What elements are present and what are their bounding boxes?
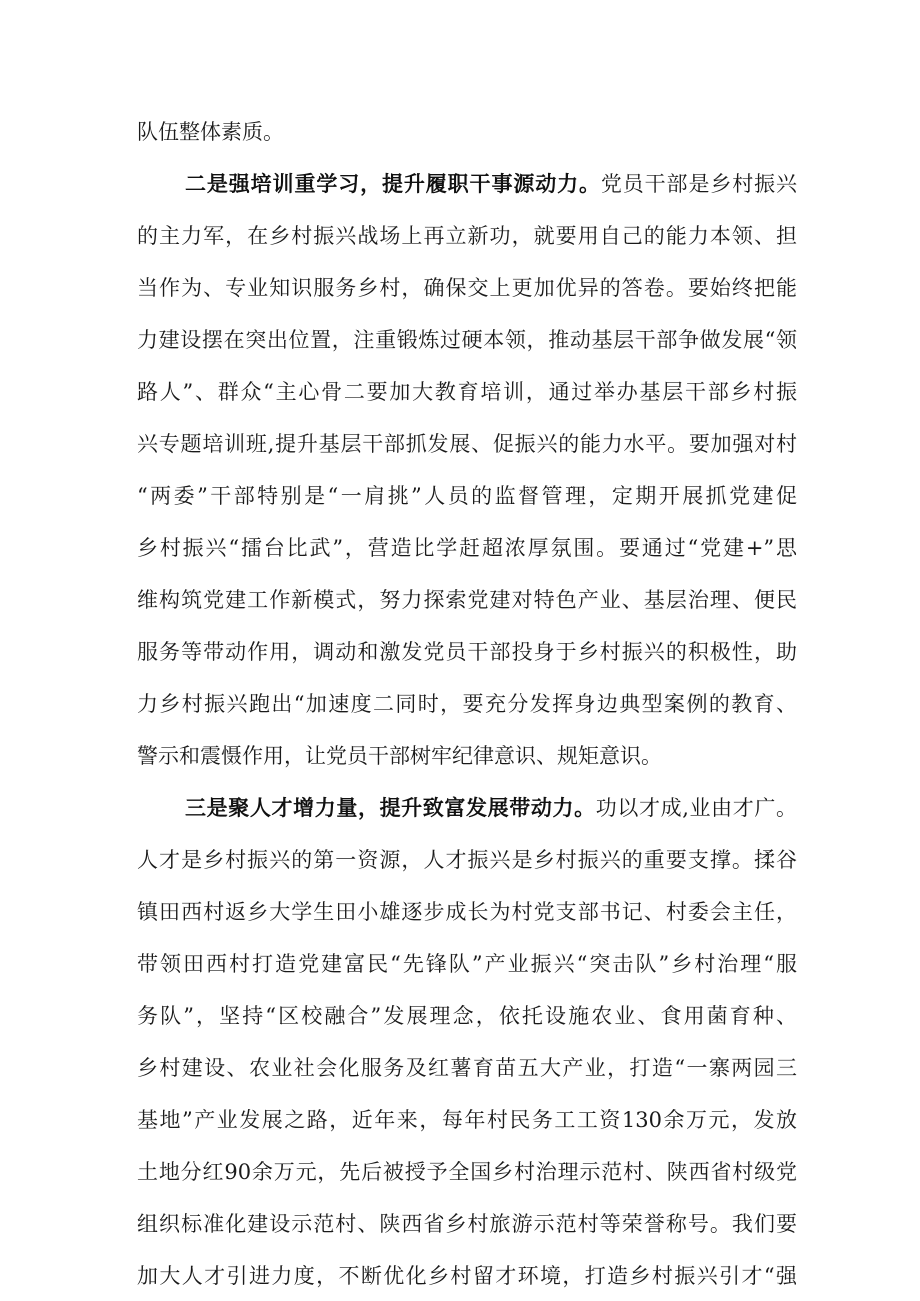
text-line (137, 580, 797, 620)
text-line (137, 684, 797, 724)
text-line (137, 892, 797, 932)
text-line (137, 736, 797, 776)
line-text: 警示和震慑作用，让党员干部树牢纪律意识、规矩意识。 (137, 744, 662, 768)
text-line (137, 1256, 797, 1296)
line-text: 乡村振兴“擂台比武”，营造比学赶超浓厚氛围。要通过“党建+”思 (137, 536, 797, 560)
text-line (137, 1204, 797, 1244)
text-line (137, 840, 797, 880)
line-text: 镇田西村返乡大学生田小雄逐步成长为村党支部书记、村委会主任， (137, 900, 797, 924)
text-line (137, 1152, 797, 1192)
text-line (137, 1048, 797, 1088)
line-text: 的主力军，在乡村振兴战场上再立新功，就要用自己的能力本领、担 (137, 224, 797, 248)
text-line (137, 112, 797, 152)
line-text: 维构筑党建工作新模式，努力探索党建对特色产业、基层治理、便民 (137, 588, 797, 612)
text-line (137, 1100, 797, 1140)
line-text: 乡村建设、农业社会化服务及红薯育苗五大产业，打造“一寨两园三 (137, 1056, 797, 1080)
line-text: 力乡村振兴跑出“加速度二同时，要充分发挥身边典型案例的教育、 (137, 692, 797, 716)
text-line (137, 476, 797, 516)
line-text: 党员干部是乡村振兴 (600, 172, 798, 196)
line-text: 务队”，坚持“区校融合”发展理念，依托设施农业、食用菌育种、 (137, 1004, 797, 1028)
line-text: 基地”产业发展之路，近年来，每年村民务工工资130余万元，发放 (137, 1108, 797, 1132)
line-text: 力建设摆在突出位置，注重锻炼过硬本领，推动基层干部争做发展“领 (137, 328, 797, 352)
text-line (137, 528, 797, 568)
line-text: 加大人才引进力度，不断优化乡村留才环境，打造乡村振兴引才“强 (137, 1264, 797, 1288)
line-text: 路人”、群众“主心骨二要加大教育培训，通过举办基层干部乡村振 (137, 380, 797, 404)
text-line (137, 996, 797, 1036)
line-text: 组织标准化建设示范村、陕西省乡村旅游示范村等荣誉称号。我们要 (137, 1212, 797, 1236)
text-line (137, 944, 797, 984)
section-heading: 三是聚人才增力量，提升致富发展带动力。 (185, 795, 596, 820)
line-text: 队伍整体素质。 (137, 120, 284, 144)
line-text: 兴专题培训班,提升基层干部抓发展、促振兴的能力水平。要加强对村 (137, 432, 797, 456)
line-text: 人才是乡村振兴的第一资源，人才振兴是乡村振兴的重要支撑。揉谷 (137, 848, 797, 872)
line-text: 带领田西村打造党建富民“先锋队”产业振兴“突击队”乡村治理“服 (137, 952, 797, 976)
line-text: 当作为、专业知识服务乡村，确保交上更加优异的答卷。要始终把能 (137, 276, 797, 300)
line-text: “两委”干部特别是“一肩挑”人员的监督管理，定期开展抓党建促 (137, 484, 797, 508)
line-text: 服务等带动作用，调动和激发党员干部投身于乡村振兴的积极性，助 (137, 640, 797, 664)
section-heading: 二是强培训重学习，提升履职干事源动力。 (185, 171, 601, 196)
text-line (137, 424, 797, 464)
section-heading-line (185, 788, 797, 828)
line-text: 土地分红90余万元，先后被授予全国乡村治理示范村、陕西省村级党 (137, 1160, 797, 1184)
section-heading-line (185, 164, 797, 204)
text-line (137, 268, 797, 308)
text-line (137, 632, 797, 672)
text-line (137, 372, 797, 412)
text-line (137, 216, 797, 256)
line-text: 功以才成,业由才广。 (595, 796, 797, 820)
text-line (137, 320, 797, 360)
